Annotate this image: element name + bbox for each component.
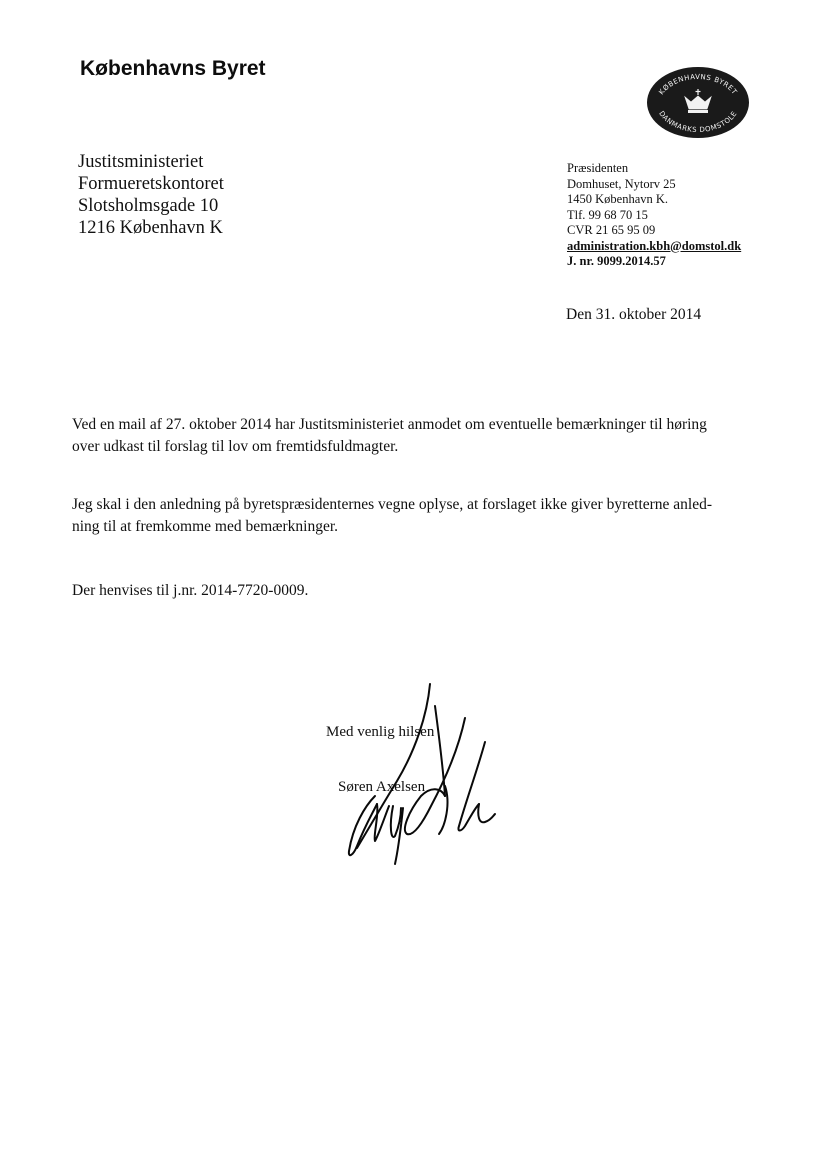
letter-date: Den 31. oktober 2014	[566, 306, 702, 323]
recipient-line: Justitsministeriet	[78, 152, 204, 172]
recipient-address	[78, 151, 224, 239]
handwritten-signature	[335, 676, 505, 866]
body-line: Ved en mail af 27. oktober 2014 har Justitsministeriet anmodet om eventuelle bemærkninger til høring	[72, 416, 707, 433]
court-name: Københavns Byret	[80, 57, 266, 80]
body-paragraph	[72, 494, 762, 538]
sender-title: Præsidenten	[567, 161, 629, 175]
sender-email-link[interactable]: administration.kbh@domstol.dk	[567, 238, 742, 253]
sender-info	[567, 161, 741, 270]
sender-city: 1450 København K.	[567, 192, 669, 206]
recipient-line: 1216 København K	[78, 218, 223, 238]
sender-cvr: CVR 21 65 95 09	[567, 223, 656, 237]
seal-top-text: KØBENHAVNS BYRET	[657, 72, 739, 97]
body-line: ning til at fremkomme med bemærkninger.	[72, 518, 339, 535]
seal-bottom-text: DANMARKS DOMSTOLE	[657, 109, 739, 135]
body-line: over udkast til forslag til lov om fremtidsfuldmagter.	[72, 438, 399, 455]
court-seal	[646, 66, 750, 139]
sender-address: Domhuset, Nytorv 25	[567, 176, 676, 191]
reference-paragraph: Der henvises til j.nr. 2014-7720-0009.	[72, 582, 309, 599]
journal-number: J. nr. 9099.2014.57	[567, 254, 666, 268]
body-paragraph	[72, 414, 762, 458]
body-line: Jeg skal i den anledning på byretspræsidenternes vegne oplyse, at forslaget ikke giver byretterne anled-	[72, 496, 713, 513]
sender-phone: Tlf. 99 68 70 15	[567, 207, 648, 222]
recipient-line: Slotsholmsgade 10	[78, 196, 219, 216]
closing-greeting: Med venlig hilsen	[326, 724, 435, 740]
recipient-line: Formueretskontoret	[78, 174, 224, 194]
signer-name: Søren Axelsen	[338, 779, 426, 795]
